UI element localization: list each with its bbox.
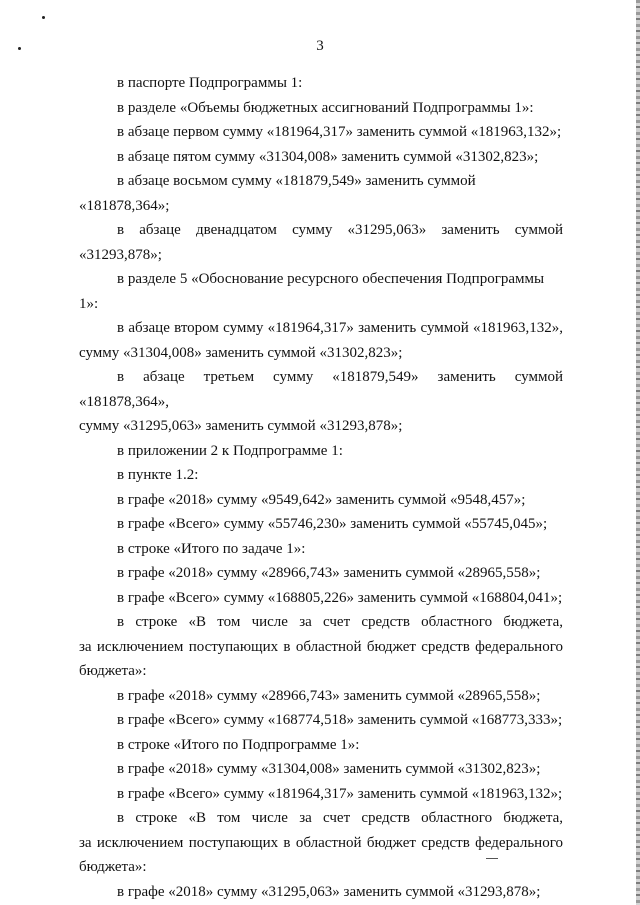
scan-edge-artifact: [636, 0, 640, 905]
paragraph-line: в графе «Всего» сумму «168805,226» заменить суммой «168804,041»;: [117, 589, 563, 606]
paragraph: [79, 684, 563, 709]
paragraph-line: в графе «Всего» сумму «55746,230» заменить суммой «55745,045»;: [117, 516, 548, 532]
paragraph: [79, 586, 563, 611]
paragraph-line: в абзаце двенадцатом сумму «31295,063» заменить суммой: [117, 222, 563, 238]
page-number: 3: [316, 38, 324, 54]
paragraph-line: в графе «2018» сумму «31295,063» заменить суммой «31293,878»;: [117, 883, 541, 900]
paragraph-line: «31293,878»;: [79, 246, 162, 263]
paragraph-line: в абзаце втором сумму «181964,317» заменить суммой «181963,132»,: [117, 320, 563, 336]
paragraph-line: в графе «Всего» сумму «181964,317» заменить суммой «181963,132»;: [117, 785, 563, 802]
paragraph: [79, 71, 563, 96]
paragraph-line: бюджета»:: [79, 663, 147, 679]
paragraph: [79, 488, 563, 513]
paragraph: [79, 169, 563, 218]
paragraph-line: в графе «2018» сумму «28966,743» заменить суммой «28965,558»;: [117, 565, 541, 581]
paragraph-line: в графе «2018» сумму «31304,008» заменить суммой «31302,823»;: [117, 761, 541, 777]
paragraph-line: в абзаце пятом сумму «31304,008» заменить суммой «31302,823»;: [117, 148, 539, 165]
paragraph-line: в строке «В том числе за счет средств областного бюджета,: [117, 614, 563, 630]
paragraph-line: в паспорте Подпрограммы 1:: [117, 75, 303, 91]
paragraph: [79, 267, 563, 316]
paragraph: [79, 880, 563, 905]
paragraph-line: в графе «2018» сумму «9549,642» заменить суммой «9548,457»;: [117, 491, 526, 508]
paragraph: [79, 708, 563, 733]
paragraph-line: в строке «В том числе за счет средств областного бюджета,: [117, 810, 563, 826]
paragraph-line: в абзаце восьмом сумму «181879,549» заменить суммой «181878,364»;: [79, 173, 476, 214]
paragraph-line: сумму «31304,008» заменить суммой «31302,823»;: [79, 344, 403, 361]
paragraph-line: в приложении 2 к Подпрограмме 1:: [117, 442, 343, 459]
paragraph: [79, 316, 563, 365]
paragraph-line: в строке «Итого по задаче 1»:: [117, 540, 306, 557]
paragraph-line: в разделе 5 «Обоснование ресурсного обеспечения Подпрограммы 1»:: [79, 271, 545, 312]
paragraph: [79, 463, 563, 488]
paragraph: [79, 365, 563, 439]
paragraph-line: в разделе «Объемы бюджетных ассигнований Подпрограммы 1»:: [117, 99, 534, 116]
paragraph: [79, 512, 563, 537]
scan-speck: [42, 16, 45, 19]
paragraph-line: в пункте 1.2:: [117, 467, 199, 483]
paragraph-line: в графе «2018» сумму «28966,743» заменить суммой «28965,558»;: [117, 687, 541, 704]
paragraph-line: в строке «Итого по Подпрограмме 1»:: [117, 736, 360, 753]
paragraph: [79, 439, 563, 464]
paragraph: [79, 120, 563, 145]
paragraph: [79, 733, 563, 758]
paragraph: [79, 757, 563, 782]
paragraph: [79, 537, 563, 562]
paragraph-line: в абзаце первом сумму «181964,317» заменить суммой «181963,132»;: [117, 124, 562, 140]
paragraph: [79, 610, 563, 684]
paragraph-line: бюджета»:: [79, 859, 147, 875]
paragraph-line: в абзаце третьем сумму «181879,549» заменить суммой «181878,364»,: [79, 369, 563, 410]
paragraph: [79, 96, 563, 121]
paragraph: [79, 806, 563, 880]
paragraph: [79, 561, 563, 586]
paragraph: [79, 782, 563, 807]
paragraph-line: за исключением поступающих в областной бюджет средств федерального: [79, 638, 563, 655]
paragraph-line: за исключением поступающих в областной бюджет средств федерального: [79, 834, 563, 851]
paragraph: [79, 145, 563, 170]
document-body: [79, 71, 563, 904]
paragraph-line: сумму «31295,063» заменить суммой «31293,878»;: [79, 418, 403, 434]
paragraph: [79, 218, 563, 267]
paragraph-line: в графе «Всего» сумму «168774,518» заменить суммой «168773,333»;: [117, 712, 563, 728]
